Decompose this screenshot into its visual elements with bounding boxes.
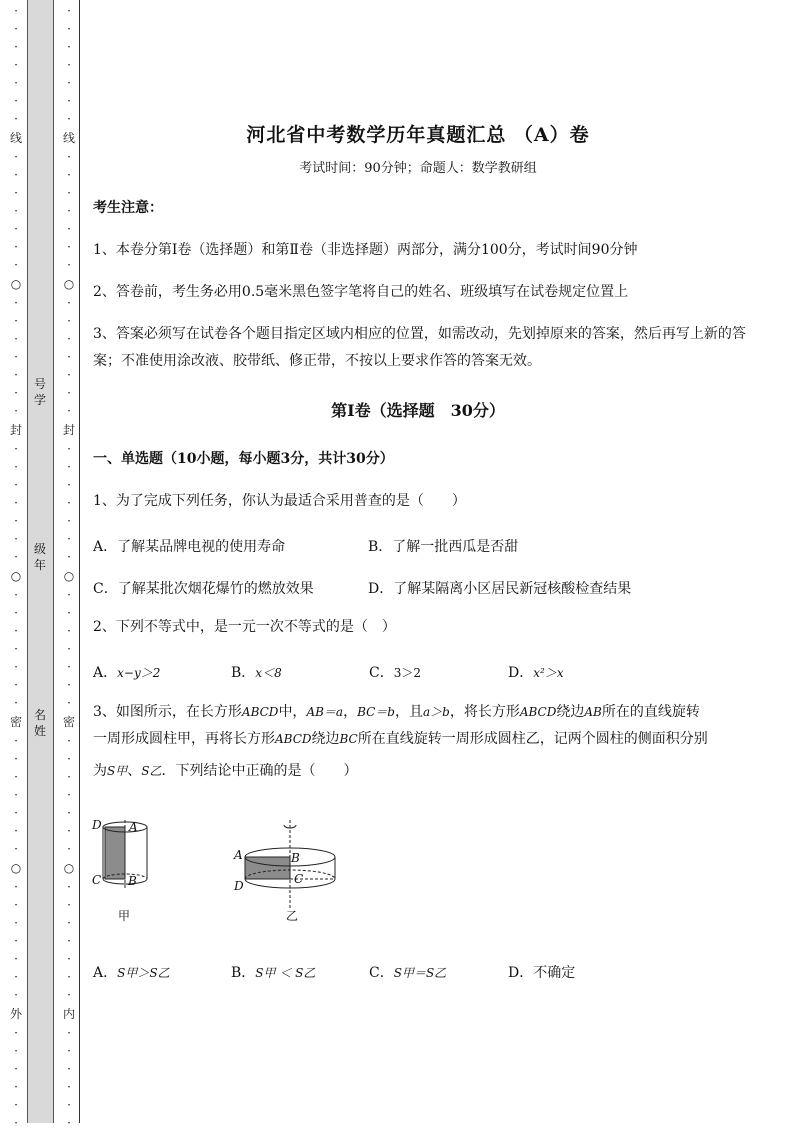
inner_marks-mark: ○ [63, 861, 75, 875]
seal-dot: · [14, 1098, 18, 1112]
seal-dot: · [67, 660, 71, 674]
seal-dot: · [14, 58, 18, 72]
label-student-number: 号学 [33, 377, 46, 407]
seal-dot: · [67, 734, 71, 748]
seal-dot: · [14, 880, 18, 894]
seal-dot: · [67, 204, 71, 218]
seal-dot: · [14, 296, 18, 310]
seal-dot: · [14, 258, 18, 272]
seal-dot: · [14, 22, 18, 36]
seal-dot: · [14, 824, 18, 838]
seal-dot: · [67, 460, 71, 474]
seal-dot: · [14, 752, 18, 766]
seal-dot: · [14, 952, 18, 966]
label-b: B [128, 874, 137, 888]
inner_marks-mark: 密 [62, 715, 75, 729]
inner_marks-mark: 内 [62, 1007, 75, 1021]
seal-dot: · [14, 186, 18, 200]
seal-dot: · [67, 332, 71, 346]
shaded-rectangle [105, 827, 125, 879]
seal-dot: · [67, 368, 71, 382]
seal-dot: · [67, 150, 71, 164]
exam-info: 考试时间：90分钟；命题人：数学教研组 [299, 161, 537, 176]
outer_marks-mark: ○ [10, 277, 22, 291]
inner_marks-mark: ○ [63, 277, 75, 291]
seal-dot: · [67, 496, 71, 510]
q2-stem: 2、下列不等式中，是一元一次不等式的是（ ） [93, 619, 396, 635]
label-d: D [92, 818, 102, 832]
seal-dot: · [67, 258, 71, 272]
seal-dot: · [14, 660, 18, 674]
seal-dot: · [14, 606, 18, 620]
section-title: 第I卷（选择题 30分） [331, 401, 505, 420]
seal-dot: · [67, 404, 71, 418]
seal-dot: · [14, 916, 18, 930]
inner_marks-mark: 封 [62, 423, 75, 437]
page-title: 河北省中考数学历年真题汇总 （A）卷 [246, 124, 590, 146]
label-jia: 甲 [118, 909, 131, 923]
q3-line-3: 为S甲、S乙．下列结论中正确的是（ ） [93, 763, 358, 779]
seal-dot: · [67, 1080, 71, 1094]
label-yi: 乙 [286, 909, 299, 923]
notice-item-2: 2、答卷前，考生务必用0.5毫米黑色签字笔将自己的姓名、班级填写在试卷规定位置上 [93, 284, 629, 300]
seal-dot: · [14, 588, 18, 602]
seal-dot: · [14, 4, 18, 18]
q1-option-c: C．了解某批次烟花爆竹的燃放效果 [93, 581, 314, 597]
seal-dot: · [67, 550, 71, 564]
seal-dot: · [67, 1044, 71, 1058]
q3-option-d: D．不确定 [508, 965, 576, 981]
seal-dot: · [14, 350, 18, 364]
seal-dot: · [14, 94, 18, 108]
label-name: 名姓 [33, 708, 46, 738]
q1-option-b: B．了解一批西瓜是否甜 [368, 539, 519, 555]
seal-dot: · [14, 550, 18, 564]
seal-dot: · [67, 76, 71, 90]
q1-option-d: D．了解某隔离小区居民新冠核酸检查结果 [368, 581, 632, 597]
seal-dot: · [14, 1116, 18, 1130]
seal-dot: · [67, 934, 71, 948]
label-grade: 级年 [33, 542, 46, 572]
seal-dot: · [14, 478, 18, 492]
q1-stem: 1、为了完成下列任务，你认为最适合采用普查的是（ ） [93, 493, 466, 509]
seal-dot: · [67, 22, 71, 36]
seal-dot: · [67, 988, 71, 1002]
q1-option-a: A．了解某品牌电视的使用寿命 [93, 539, 286, 555]
seal-dot: · [14, 404, 18, 418]
seal-dot: · [14, 332, 18, 346]
q2-option-d: D．x²＞x [508, 665, 564, 681]
seal-dot: · [67, 112, 71, 126]
seal-dot: · [67, 898, 71, 912]
seal-dot: · [14, 368, 18, 382]
seal-dot: · [67, 770, 71, 784]
seal-dot: · [14, 496, 18, 510]
seal-dot: · [14, 1044, 18, 1058]
seal-dot: · [67, 350, 71, 364]
seal-dot: · [67, 478, 71, 492]
seal-dot: · [14, 40, 18, 54]
label-c: C [92, 873, 102, 887]
seal-dot: · [14, 386, 18, 400]
inner_marks-mark: 线 [62, 131, 75, 145]
seal-dot: · [14, 532, 18, 546]
outer_marks-mark: 外 [9, 1007, 22, 1021]
seal-dot: · [67, 532, 71, 546]
seal-dot: · [14, 788, 18, 802]
notice-heading: 考生注意： [93, 200, 163, 216]
seal-dot: · [14, 168, 18, 182]
seal-dot: · [14, 112, 18, 126]
seal-dot: · [67, 314, 71, 328]
inner_marks-mark: ○ [63, 569, 75, 583]
label-c-yi: C [294, 872, 304, 886]
seal-dot: · [67, 588, 71, 602]
seal-dot: · [14, 770, 18, 784]
notice-item-3: 3、答案必须写在试卷各个题目指定区域内相应的位置，如需改动，先划掉原来的答案，然后再写上新的答案；不准使用涂改液、胶带纸、修正带，不按以上要求作答的答案无效。 [93, 326, 746, 369]
outer_marks-mark: 封 [9, 423, 22, 437]
seal-dot: · [14, 1062, 18, 1076]
seal-dot: · [14, 734, 18, 748]
seal-dot: · [67, 824, 71, 838]
seal-dot: · [67, 970, 71, 984]
seal-dot: · [67, 880, 71, 894]
seal-dot: · [67, 222, 71, 236]
seal-dot: · [67, 1062, 71, 1076]
seal-dot: · [67, 1026, 71, 1040]
seal-dot: · [67, 752, 71, 766]
label-a-yi: A [234, 848, 243, 862]
seal-dot: · [14, 988, 18, 1002]
seal-dot: · [67, 514, 71, 528]
seal-dot: · [14, 1026, 18, 1040]
seal-dot: · [67, 642, 71, 656]
seal-dot: · [14, 678, 18, 692]
seal-dot: · [14, 442, 18, 456]
seal-dot: · [67, 806, 71, 820]
seal-dot: · [67, 168, 71, 182]
seal-dot: · [14, 642, 18, 656]
label-a: A [129, 820, 138, 834]
outer_marks-mark: 密 [9, 715, 22, 729]
seal-dot: · [67, 624, 71, 638]
seal-dot: · [67, 386, 71, 400]
seal-dot: · [67, 1098, 71, 1112]
seal-dot: · [67, 1116, 71, 1130]
q2-option-c: C．3＞2 [369, 665, 421, 681]
seal-dot: · [67, 4, 71, 18]
seal-dot: · [67, 842, 71, 856]
q3-option-b: B．S甲 ＜ S乙 [231, 965, 316, 981]
seal-dot: · [14, 624, 18, 638]
seal-dot: · [67, 186, 71, 200]
notice-item-1: 1、本卷分第I卷（选择题）和第Ⅱ卷（非选择题）两部分，满分100分，考试时间90分钟 [93, 242, 638, 258]
shaded-rectangle [245, 857, 290, 879]
seal-dot: · [14, 898, 18, 912]
seal-dot: · [14, 842, 18, 856]
seal-dot: · [67, 678, 71, 692]
seal-dot: · [14, 204, 18, 218]
seal-dot: · [14, 514, 18, 528]
label-b-yi: B [291, 851, 300, 865]
outer_marks-mark: ○ [10, 569, 22, 583]
seal-dot: · [67, 606, 71, 620]
seal-dot: · [67, 952, 71, 966]
q2-option-a: A．x−y＞2 [93, 665, 161, 681]
part-heading: 一、单选题（10小题，每小题3分，共计30分） [93, 451, 394, 467]
seal-dot: · [14, 970, 18, 984]
q2-option-b: B．x＜8 [231, 665, 282, 681]
seal-dot: · [14, 314, 18, 328]
outer_marks-mark: 线 [9, 131, 22, 145]
seal-dot: · [14, 934, 18, 948]
seal-dot: · [67, 58, 71, 72]
seal-dot: · [67, 916, 71, 930]
seal-dot: · [14, 76, 18, 90]
outer_marks-mark: ○ [10, 861, 22, 875]
q3-option-a: A．S甲＞S乙 [93, 965, 170, 981]
seal-dot: · [14, 240, 18, 254]
q3-line-1: 3、如图所示，在长方形ABCD中，AB＝a，BC＝b，且a＞b，将长方形ABCD绕边AB所在的直线旋转 [93, 704, 700, 720]
seal-dot: · [14, 1080, 18, 1094]
seal-dot: · [67, 240, 71, 254]
seal-dot: · [14, 696, 18, 710]
seal-dot: · [14, 806, 18, 820]
seal-dot: · [67, 442, 71, 456]
label-d-yi: D [234, 879, 244, 893]
seal-dot: · [67, 788, 71, 802]
q3-option-c: C．S甲＝S乙 [369, 965, 447, 981]
seal-dot: · [67, 40, 71, 54]
seal-dot: · [67, 296, 71, 310]
seal-dot: · [14, 460, 18, 474]
seal-dot: · [67, 696, 71, 710]
q3-line-2: 一周形成圆柱甲，再将长方形ABCD绕边BC所在直线旋转一周形成圆柱乙，记两个圆柱的侧面积分别 [93, 731, 708, 747]
seal-dot: · [67, 94, 71, 108]
seal-dot: · [14, 150, 18, 164]
seal-dot: · [14, 222, 18, 236]
